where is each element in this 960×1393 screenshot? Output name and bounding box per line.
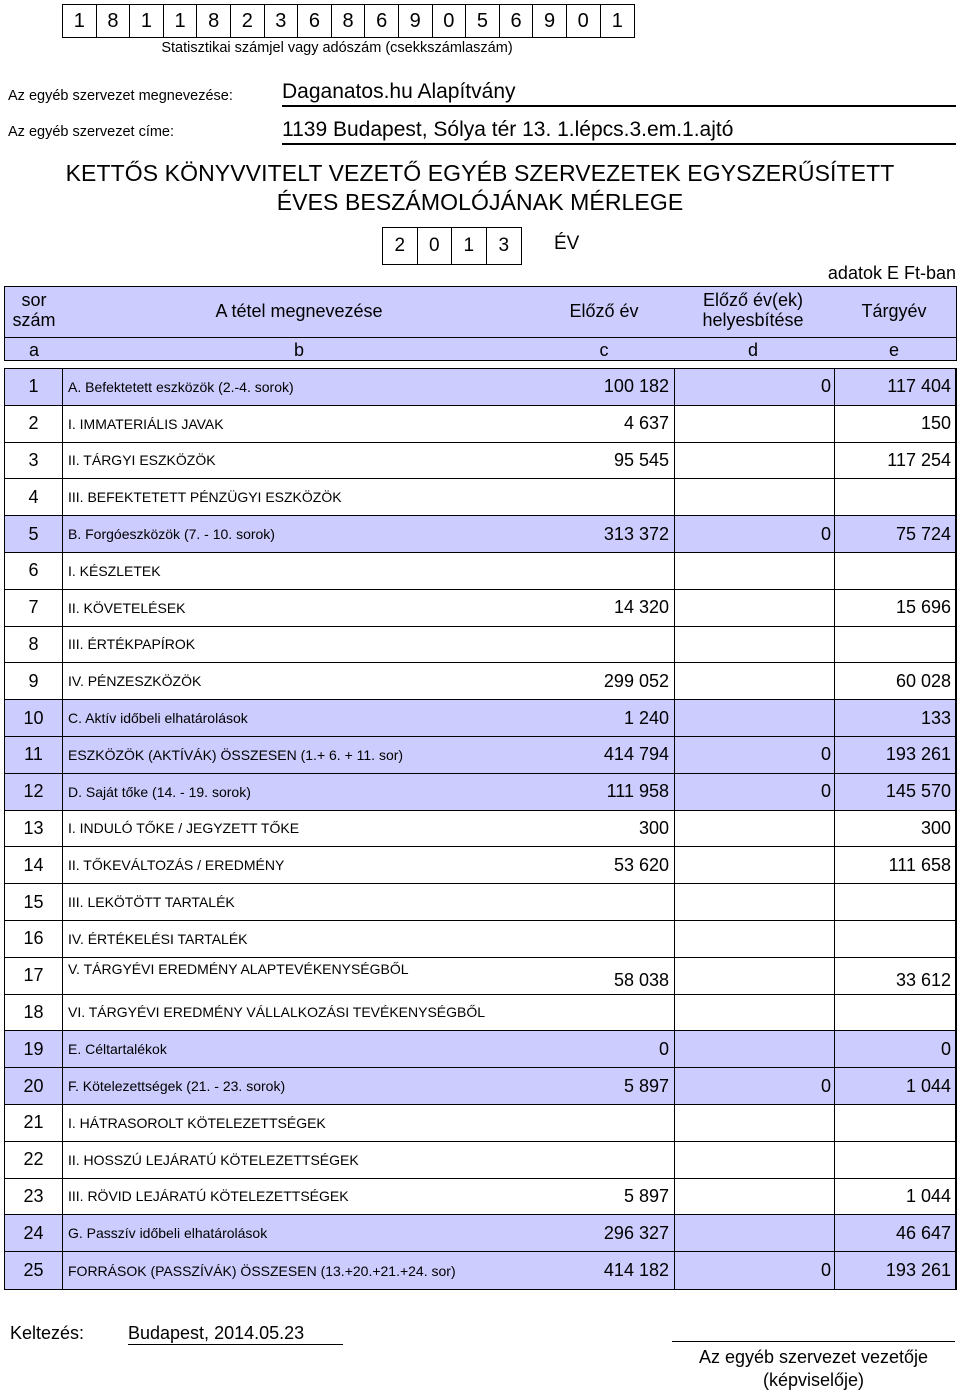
tax-id-digit: 1: [130, 5, 164, 37]
row-current-value: [835, 995, 956, 1031]
unit-label: adatok E Ft-ban: [827, 263, 956, 283]
row-current-value: [835, 921, 956, 957]
row-previous-value: 313 372: [603, 523, 669, 544]
row-previous-value: [465, 1105, 673, 1141]
header-col-c: c: [599, 340, 609, 360]
row-number: 7: [5, 590, 63, 626]
row-previous-value: 299 052: [603, 670, 669, 691]
row-number: 12: [5, 774, 63, 810]
row-item-name: II. HOSSZÚ LEJÁRATÚ KÖTELEZETTSÉGEK: [63, 1142, 675, 1178]
row-previous-value: 95 545: [613, 449, 669, 470]
row-number: 17: [5, 958, 63, 994]
row-item-name: VI. TÁRGYÉVI EREDMÉNY VÁLLALKOZÁSI TEVÉKENYSÉGBŐL: [63, 995, 675, 1031]
row-current-value: 300: [835, 811, 956, 847]
row-current-value: 15 696: [835, 590, 956, 626]
row-correction-value: [675, 479, 835, 515]
row-item-name: I. INDULÓ TŐKE / JEGYZETT TŐKE: [63, 811, 675, 847]
signature-caption: Az egyéb szervezet vezetője (képviselője): [698, 1347, 929, 1390]
header-col-a: a: [28, 340, 39, 360]
table-row: [5, 700, 956, 737]
row-current-value: 60 028: [835, 663, 956, 699]
row-previous-value: 296 327: [603, 1222, 669, 1243]
header-prev: Előző év: [569, 301, 639, 321]
row-item-name: II. TÁRGYI ESZKÖZÖK: [63, 443, 675, 479]
header-divider: [5, 337, 956, 338]
row-number: 8: [5, 627, 63, 663]
row-previous-value: 414 794: [603, 744, 669, 765]
date-value: Budapest, 2014.05.23: [128, 1323, 343, 1345]
row-item-name: G. Passzív időbeli elhatárolások: [63, 1215, 675, 1251]
date-label: Keltezés:: [10, 1323, 85, 1343]
row-correction-value: [675, 590, 835, 626]
table-row: [5, 406, 956, 443]
table-row: [5, 1105, 956, 1142]
row-correction-value: 0: [675, 516, 835, 552]
row-correction-value: [675, 663, 835, 699]
table-row: [5, 847, 956, 884]
row-previous-value: 111 958: [606, 781, 669, 802]
balance-sheet-table: [4, 368, 957, 1290]
row-number: 4: [5, 479, 63, 515]
header-row-no: sor szám: [12, 290, 56, 330]
row-number: 10: [5, 700, 63, 736]
row-current-value: 1 044: [835, 1179, 956, 1215]
document-title-line-1: KETTŐS KÖNYVVITELT VEZETŐ EGYÉB SZERVEZETEK EGYSZERŰSÍTETT: [65, 160, 895, 186]
tax-id-digit: 9: [399, 5, 433, 37]
row-previous-value: 100 182: [603, 376, 669, 397]
row-item-name: IV. ÉRTÉKELÉSI TARTALÉK: [63, 921, 675, 957]
row-current-value: [835, 1105, 956, 1141]
header-item: A tétel megnevezése: [215, 301, 383, 321]
signature-line: [672, 1341, 955, 1342]
row-correction-value: [675, 627, 835, 663]
row-previous-value: 4 637: [623, 413, 669, 434]
table-row: [5, 663, 956, 700]
row-current-value: [835, 479, 956, 515]
row-correction-value: [675, 1031, 835, 1067]
row-current-value: [835, 884, 956, 920]
row-previous-value: [465, 1142, 673, 1178]
tax-id-digit: 8: [97, 5, 131, 37]
org-address-label: Az egyéb szervezet címe:: [8, 124, 175, 140]
row-previous-value: 5 897: [623, 1185, 669, 1206]
row-number: 25: [5, 1252, 63, 1289]
row-number: 23: [5, 1179, 63, 1215]
row-item-name: II. KÖVETELÉSEK: [63, 590, 675, 626]
row-current-value: 193 261: [835, 737, 956, 773]
table-row: [5, 479, 956, 516]
table-row: [5, 774, 956, 811]
header-correction: Előző év(ek) helyesbítése: [702, 290, 804, 330]
row-current-value: 111 658: [835, 847, 956, 883]
row-previous-value: 5 897: [623, 1075, 669, 1096]
row-number: 11: [5, 737, 63, 773]
tax-id-digit: 5: [466, 5, 500, 37]
row-item-name: IV. PÉNZESZKÖZÖK: [63, 663, 675, 699]
row-correction-value: [675, 443, 835, 479]
row-previous-value: 0: [658, 1038, 669, 1059]
table-row: [5, 995, 956, 1032]
row-item-name: E. Céltartalékok: [63, 1031, 675, 1067]
row-item-name: ESZKÖZÖK (AKTÍVÁK) ÖSSZESEN (1.+ 6. + 11. sor): [63, 737, 675, 773]
table-row: [5, 1142, 956, 1179]
row-number: 13: [5, 811, 63, 847]
row-item-name: III. LEKÖTÖTT TARTALÉK: [63, 884, 675, 920]
year-digit: 1: [452, 228, 487, 264]
row-number: 19: [5, 1031, 63, 1067]
tax-id-digit: 1: [164, 5, 198, 37]
row-previous-value: [465, 627, 673, 663]
header-col-b: b: [293, 340, 304, 360]
org-address: 1139 Budapest, Sólya tér 13. 1.lépcs.3.em.1.ajtó: [282, 117, 956, 145]
tax-id-digit: 6: [365, 5, 399, 37]
table-row: [5, 737, 956, 774]
header-col-d: d: [747, 340, 758, 360]
tax-id-digit: 1: [611, 9, 623, 32]
row-item-name: D. Saját tőke (14. - 19. sorok): [63, 774, 675, 810]
row-number: 20: [5, 1068, 63, 1104]
row-number: 5: [5, 516, 63, 552]
table-row: [5, 1068, 956, 1105]
table-row: [5, 590, 956, 627]
row-item-name: III. BEFEKTETETT PÉNZÜGYI ESZKÖZÖK: [63, 479, 675, 515]
row-item-name: V. TÁRGYÉVI EREDMÉNY ALAPTEVÉKENYSÉGBŐL: [63, 958, 675, 994]
table-row: [5, 811, 956, 848]
tax-id-digit: 2: [231, 5, 265, 37]
row-item-name: III. RÖVID LEJÁRATÚ KÖTELEZETTSÉGEK: [63, 1179, 675, 1215]
row-current-value: 133: [835, 700, 956, 736]
row-current-value: 117 254: [835, 443, 956, 479]
row-item-name: A. Befektetett eszközök (2.-4. sorok): [63, 369, 675, 405]
tax-id-digit: 8: [197, 5, 231, 37]
document-title-line-2: ÉVES BESZÁMOLÓJÁNAK MÉRLEGE: [276, 189, 684, 215]
row-correction-value: [675, 847, 835, 883]
row-current-value: [835, 1142, 956, 1178]
tax-id-digit: 9: [533, 5, 567, 37]
tax-id-digit: 6: [298, 5, 332, 37]
tax-id-caption: Statisztikai számjel vagy adószám (csekkszámlaszám): [161, 40, 513, 56]
row-current-value: 150: [835, 406, 956, 442]
tax-id-digit: 0: [433, 5, 467, 37]
table-row: [5, 369, 956, 406]
row-item-name: B. Forgóeszközök (7. - 10. sorok): [63, 516, 675, 552]
table-header: [4, 286, 957, 361]
row-number: 16: [5, 921, 63, 957]
table-row: [5, 627, 956, 664]
row-current-value: 75 724: [835, 516, 956, 552]
table-row: [5, 1031, 956, 1068]
table-row: [5, 443, 956, 480]
tax-id-digit: 8: [332, 5, 366, 37]
row-previous-value: 14 320: [613, 597, 669, 618]
row-previous-value: 1 240: [623, 707, 669, 728]
row-previous-value: 300: [638, 817, 669, 838]
table-row: [5, 553, 956, 590]
row-current-value: 117 404: [835, 369, 956, 405]
row-item-name: C. Aktív időbeli elhatárolások: [63, 700, 675, 736]
tax-id-boxes: [62, 4, 635, 38]
row-correction-value: [675, 884, 835, 920]
row-correction-value: 0: [675, 369, 835, 405]
header-current: Tárgyév: [861, 301, 927, 321]
row-number: 1: [5, 369, 63, 405]
row-current-value: 46 647: [835, 1215, 956, 1251]
table-row: [5, 921, 956, 958]
row-correction-value: 0: [675, 737, 835, 773]
year-label: ÉV: [554, 233, 580, 254]
row-previous-value: [465, 921, 673, 957]
row-previous-value: 53 620: [613, 854, 669, 875]
row-previous-value: [465, 884, 673, 920]
tax-id-digit: 1: [63, 5, 97, 37]
row-item-name: III. ÉRTÉKPAPÍROK: [63, 627, 675, 663]
table-row: [5, 958, 956, 995]
row-number: 6: [5, 553, 63, 589]
row-number: 18: [5, 995, 63, 1031]
org-name-label: Az egyéb szervezet megnevezése:: [8, 88, 233, 104]
row-correction-value: [675, 700, 835, 736]
row-previous-value: [465, 479, 673, 515]
row-correction-value: 0: [675, 1252, 835, 1289]
table-row: [5, 1215, 956, 1252]
tax-id-digit: 3: [265, 5, 299, 37]
row-correction-value: [675, 1179, 835, 1215]
row-current-value: 1 044: [835, 1068, 956, 1104]
tax-id-digit: 0: [567, 5, 601, 37]
table-row: [5, 1179, 956, 1216]
year-digit: 0: [418, 228, 453, 264]
row-correction-value: 0: [675, 774, 835, 810]
row-number: 9: [5, 663, 63, 699]
row-correction-value: [675, 406, 835, 442]
header-col-e: e: [888, 340, 899, 360]
row-current-value: [835, 553, 956, 589]
row-correction-value: [675, 1105, 835, 1141]
row-correction-value: [675, 1142, 835, 1178]
year-boxes: [382, 227, 522, 265]
row-correction-value: [675, 995, 835, 1031]
row-current-value: 33 612: [835, 958, 956, 994]
row-previous-value: [465, 995, 673, 1031]
row-item-name: II. TŐKEVÁLTOZÁS / EREDMÉNY: [63, 847, 675, 883]
row-correction-value: [675, 553, 835, 589]
row-number: 14: [5, 847, 63, 883]
row-number: 2: [5, 406, 63, 442]
row-previous-value: 58 038: [613, 969, 669, 990]
row-item-name: I. HÁTRASOROLT KÖTELEZETTSÉGEK: [63, 1105, 675, 1141]
row-correction-value: [675, 811, 835, 847]
row-number: 22: [5, 1142, 63, 1178]
row-item-name: I. KÉSZLETEK: [63, 553, 675, 589]
table-row: [5, 884, 956, 921]
row-number: 21: [5, 1105, 63, 1141]
row-current-value: 193 261: [835, 1252, 956, 1289]
row-item-name: F. Kötelezettségek (21. - 23. sorok): [63, 1068, 675, 1104]
row-number: 15: [5, 884, 63, 920]
row-previous-value: 414 182: [603, 1260, 669, 1281]
year-digit: 2: [383, 228, 418, 264]
row-item-name: FORRÁSOK (PASSZÍVÁK) ÖSSZESEN (13.+20.+21.+24. sor): [63, 1252, 675, 1289]
row-correction-value: [675, 1215, 835, 1251]
table-row: [5, 516, 956, 553]
row-correction-value: [675, 921, 835, 957]
row-previous-value: [465, 553, 673, 589]
org-name: Daganatos.hu Alapítvány: [282, 79, 956, 107]
row-number: 3: [5, 443, 63, 479]
year-digit: 3: [498, 235, 510, 256]
table-row: [5, 1252, 956, 1289]
row-correction-value: [675, 958, 835, 994]
row-number: 24: [5, 1215, 63, 1251]
row-current-value: 0: [835, 1031, 956, 1067]
row-current-value: 145 570: [835, 774, 956, 810]
row-item-name: I. IMMATERIÁLIS JAVAK: [63, 406, 675, 442]
row-correction-value: 0: [675, 1068, 835, 1104]
tax-id-digit: 6: [500, 5, 534, 37]
row-current-value: [835, 627, 956, 663]
